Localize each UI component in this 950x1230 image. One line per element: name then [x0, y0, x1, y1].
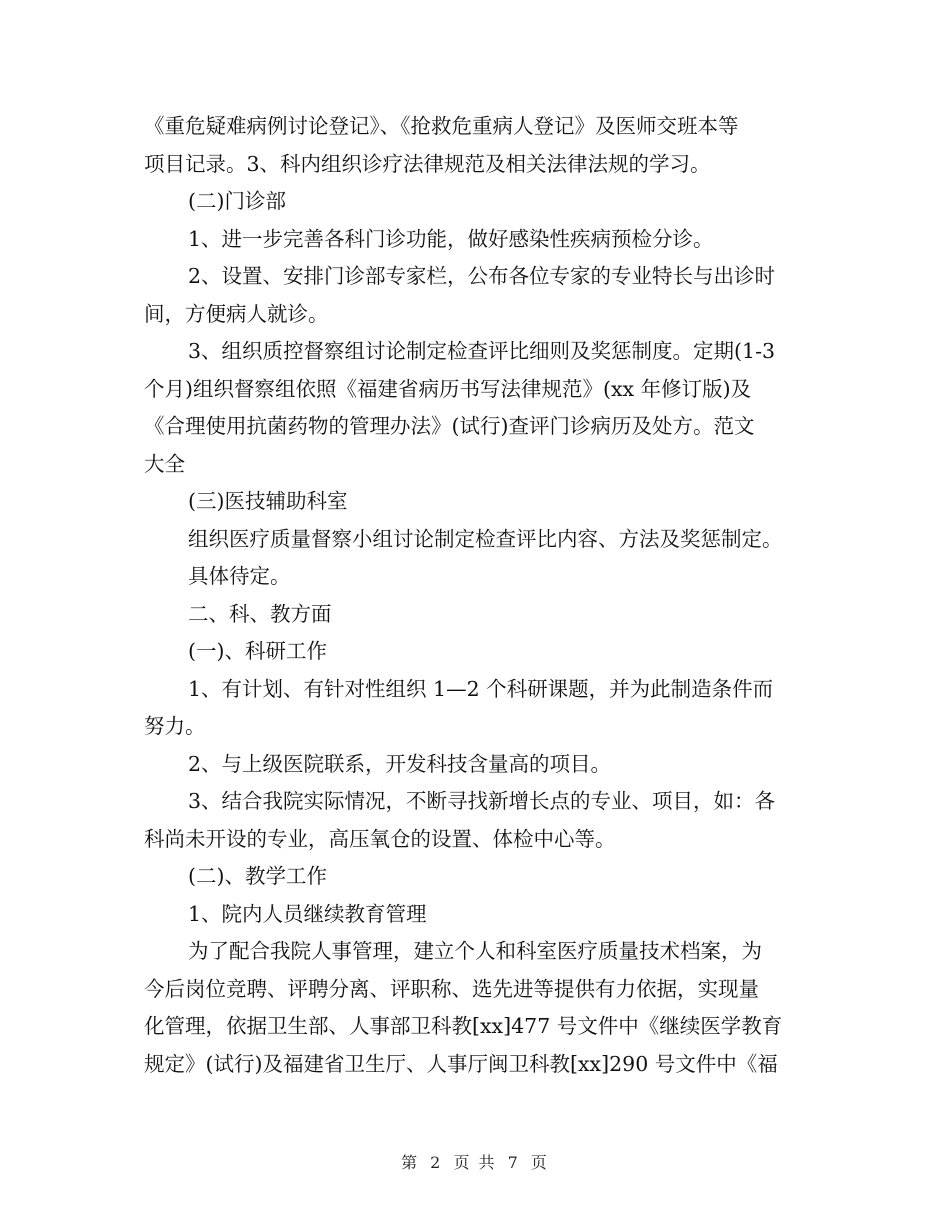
- footer-prefix: 第: [401, 1153, 420, 1172]
- text-line: (二)、教学工作: [188, 864, 327, 888]
- text-line: 2、与上级医院联系，开发科技含量高的项目。: [188, 751, 612, 776]
- footer-suffix: 页: [530, 1153, 549, 1172]
- text-line: 个月)组织督察组依照《福建省病历书写法律规范》(xx 年修订版)及: [144, 376, 752, 401]
- text-line: 大全: [144, 451, 185, 476]
- text-line: 《合理使用抗菌药物的管理办法》(试行)查评门诊病历及处方。范文: [144, 414, 755, 438]
- text-line: 规定》(试行)及福建省卫生厅、人事厅闽卫科教[xx]290 号文件中《福: [144, 1051, 778, 1076]
- footer-total-pages: 7: [507, 1153, 520, 1172]
- text-line: 二、科、教方面: [188, 601, 332, 626]
- text-line: 3、组织质控督察组讨论制定检查评比细则及奖惩制度。定期(1-3: [188, 339, 776, 363]
- text-line: (二)门诊部: [188, 189, 286, 213]
- text-line: 今后岗位竞聘、评聘分离、评职称、选先进等提供有力依据，实现量: [144, 976, 759, 1001]
- text-line: 努力。: [144, 714, 206, 738]
- text-line: 1、有计划、有针对性组织 1—2 个科研课题，并为此制造条件而: [188, 676, 774, 701]
- footer-current-page: 2: [430, 1153, 443, 1172]
- text-line: 《重危疑难病例讨论登记》、《抢救危重病人登记》及医师交班本等: [144, 114, 739, 138]
- text-line: 间，方便病人就诊。: [144, 301, 329, 326]
- text-line: 化管理，依据卫生部、人事部卫科教[xx]477 号文件中《继续医学教育: [144, 1014, 783, 1038]
- text-line: 科尚未开设的专业，高压氧仓的设置、体检中心等。: [144, 826, 616, 851]
- text-line: 3、结合我院实际情况，不断寻找新增长点的专业、项目，如：各: [188, 789, 776, 813]
- text-line: (一)、科研工作: [188, 639, 327, 663]
- document-body: [144, 108, 814, 1083]
- text-line: (三)医技辅助科室: [188, 489, 348, 513]
- text-line: 具体待定。: [188, 564, 291, 588]
- text-line: 1、进一步完善各科门诊功能，做好感染性疾病预检分诊。: [188, 226, 714, 251]
- text-line: 项目记录。3、科内组织诊疗法律规范及相关法律法规的学习。: [144, 151, 711, 176]
- footer-middle: 页 共: [453, 1153, 497, 1172]
- text-line: 为了配合我院人事管理，建立个人和科室医疗质量技术档案，为: [188, 939, 762, 963]
- text-line: 1、院内人员继续教育管理: [188, 901, 427, 926]
- page-footer: [0, 1150, 950, 1173]
- text-line: 2、设置、安排门诊部专家栏，公布各位专家的专业特长与出诊时: [188, 264, 776, 288]
- text-line: 组织医疗质量督察小组讨论制定检查评比内容、方法及奖惩制定。: [188, 526, 783, 551]
